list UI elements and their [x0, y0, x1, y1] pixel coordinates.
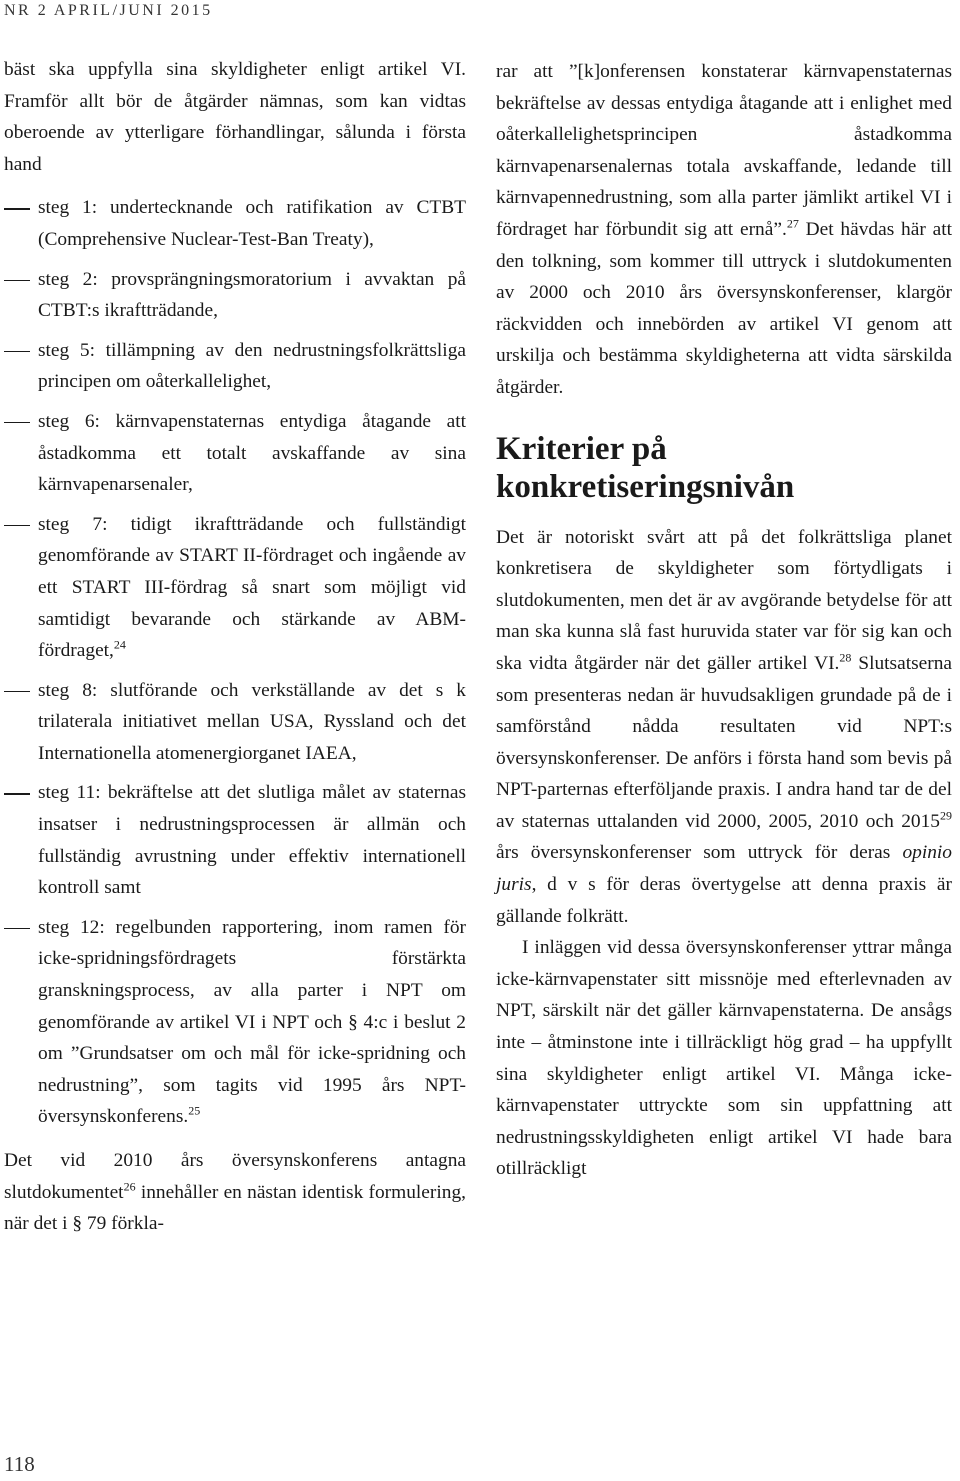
- footnote-ref[interactable]: 27: [786, 216, 799, 231]
- footnote-ref[interactable]: 24: [113, 637, 126, 652]
- em-dash-marker: [4, 280, 30, 282]
- footnote-ref[interactable]: 29: [940, 808, 952, 823]
- footnote-ref[interactable]: 25: [188, 1103, 201, 1118]
- list-item: steg 5: tillämpning av den nedrustningsfolkrättsliga principen om oåterkallelighet,: [4, 335, 466, 398]
- em-dash-marker: [4, 422, 30, 424]
- list-item: steg 6: kärnvapenstaternas entydiga åtagande att åstadkomma ett totalt avskaffande av sina kärnvapenarsenaler,: [4, 406, 466, 501]
- em-dash-marker: [4, 351, 30, 353]
- list-item: steg 1: undertecknande och ratifikation av CTBT (Comprehensive Nuclear-Test-Ban Treaty),: [4, 192, 466, 255]
- em-dash-marker: [4, 208, 30, 210]
- running-header: NR 2 APRIL/JUNI 2015: [4, 2, 213, 19]
- list-item: steg 2: provsprängningsmoratorium i avvaktan på CTBT:s ikraftträdande,: [4, 264, 466, 327]
- footnote-ref[interactable]: 28: [839, 650, 852, 665]
- section-heading: Kriterier på konkretiseringsnivån: [496, 430, 795, 505]
- list-item: steg 12: regelbunden rapportering, inom ramen för icke-spridningsfördragets förstärkta granskningsprocess, av alla parter i NPT om genomförande av artikel VI i NPT och § 4:c i beslut 2 om ”Grundsatser om och mål för icke-spridning och nedrustning”, som tagits vid 1995 års NPT-översynskonferens.$^{25}$: [4, 912, 466, 1133]
- list-item: steg 7: tidigt ikraftträdande och fullständigt genomförande av START II-fördraget och ingående av ett START III-fördrag så snart som möjligt vid samtidigt bevarande och stärkande av ABM-fördraget,$^{24}$: [4, 509, 466, 667]
- closing-paragraph: Det vid 2010 års översynskonferens antagna slutdokumentet$^{26}$ innehåller en nästan identisk formulering, när det i § 79 förkla-: [4, 1150, 466, 1235]
- em-dash-marker: [4, 793, 30, 795]
- list-item: steg 8: slutförande och verkställande av det s k trilaterala initiativet mellan USA, Ryssland och det Internationella atomenergiorganet IAEA,: [4, 675, 466, 770]
- page-number: 118: [4, 1452, 35, 1476]
- intro-paragraph: bäst ska uppfylla sina skyldigheter enligt artikel VI. Framför allt bör de åtgärder nämnas, som kan vidtas oberoende av ytterligare förhandlingar, sålunda i första hand: [4, 59, 466, 175]
- body-paragraph: I inläggen vid dessa översynskonferenser yttrar många icke-kärnvapenstater sitt missnöje med efterlevnaden av NPT, särskilt när det gäller kärnvapenstaterna. De ansågs inte – åtminstone inte i tillräckligt hög grad – ha uppfyllt sina skyldigheter enligt artikel VI. Många icke-kärnvapenstater uttryckte som sin uppfattning att nedrustningsskyldigheten enligt artikel VI hade bara otillräckligt: [496, 937, 952, 1180]
- right-column: [496, 56, 952, 1185]
- footnote-ref[interactable]: 26: [123, 1179, 136, 1194]
- list-item: steg 11: bekräftelse att det slutliga målet av staternas insatser i nedrustningsprocessen är allmän och fullständig avrustning under effektiv internationell kontroll samt: [4, 777, 466, 903]
- em-dash-marker: [4, 691, 30, 693]
- left-column: [4, 54, 466, 1240]
- em-dash-marker: [4, 928, 30, 930]
- body-paragraph: Det är notoriskt svårt att på det folkrättsliga planet konkretisera de skyldigheter som förtydligats i slutdokumenten, men det är av avgörande betydelse för att man ska kunna slå fast huruvida stater var för sig kan och ska vidta åtgärder när det gäller artikel VI.$^{28}$ Slutsatserna som presenteras nedan är huvudsakligen grundade på de i samförstånd nådda resultaten vid NPT:s översynskonferenser. De anförs i första hand som bevis på NPT-parternas efterföljande praxis. I andra hand tar de del av staternas uttalanden vid 2000, 2005, 2010 och 2015$^{29}$ års översynskonferenser som uttryck för deras opinio juris, d v s för deras övertygelse att denna praxis är gällande folkrätt.: [496, 526, 952, 927]
- steps-list: [4, 192, 466, 1133]
- continued-paragraph: rar att ”[k]onferensen konstaterar kärnvapenstaternas bekräftelse av dessas entydiga åtagande att i enlighet med oåterkallelighetsprincipen åstadkomma kärnvapenarsenalernas totala avskaffande, ledande till kärnvapennedrustning, som alla parter jämlikt artikel VI i fördraget har förbundit sig att ernå”.$^{27}$ Det hävdas här att den tolkning, som kommer till uttryck i slutdokumenten av 2000 och 2010 års översynskonferenser, klargör räckvidden och innebörden av artikel VI genom att urskilja och bestämma skyldigheterna att vidta särskilda åtgärder.: [496, 61, 952, 398]
- em-dash-marker: [4, 525, 30, 527]
